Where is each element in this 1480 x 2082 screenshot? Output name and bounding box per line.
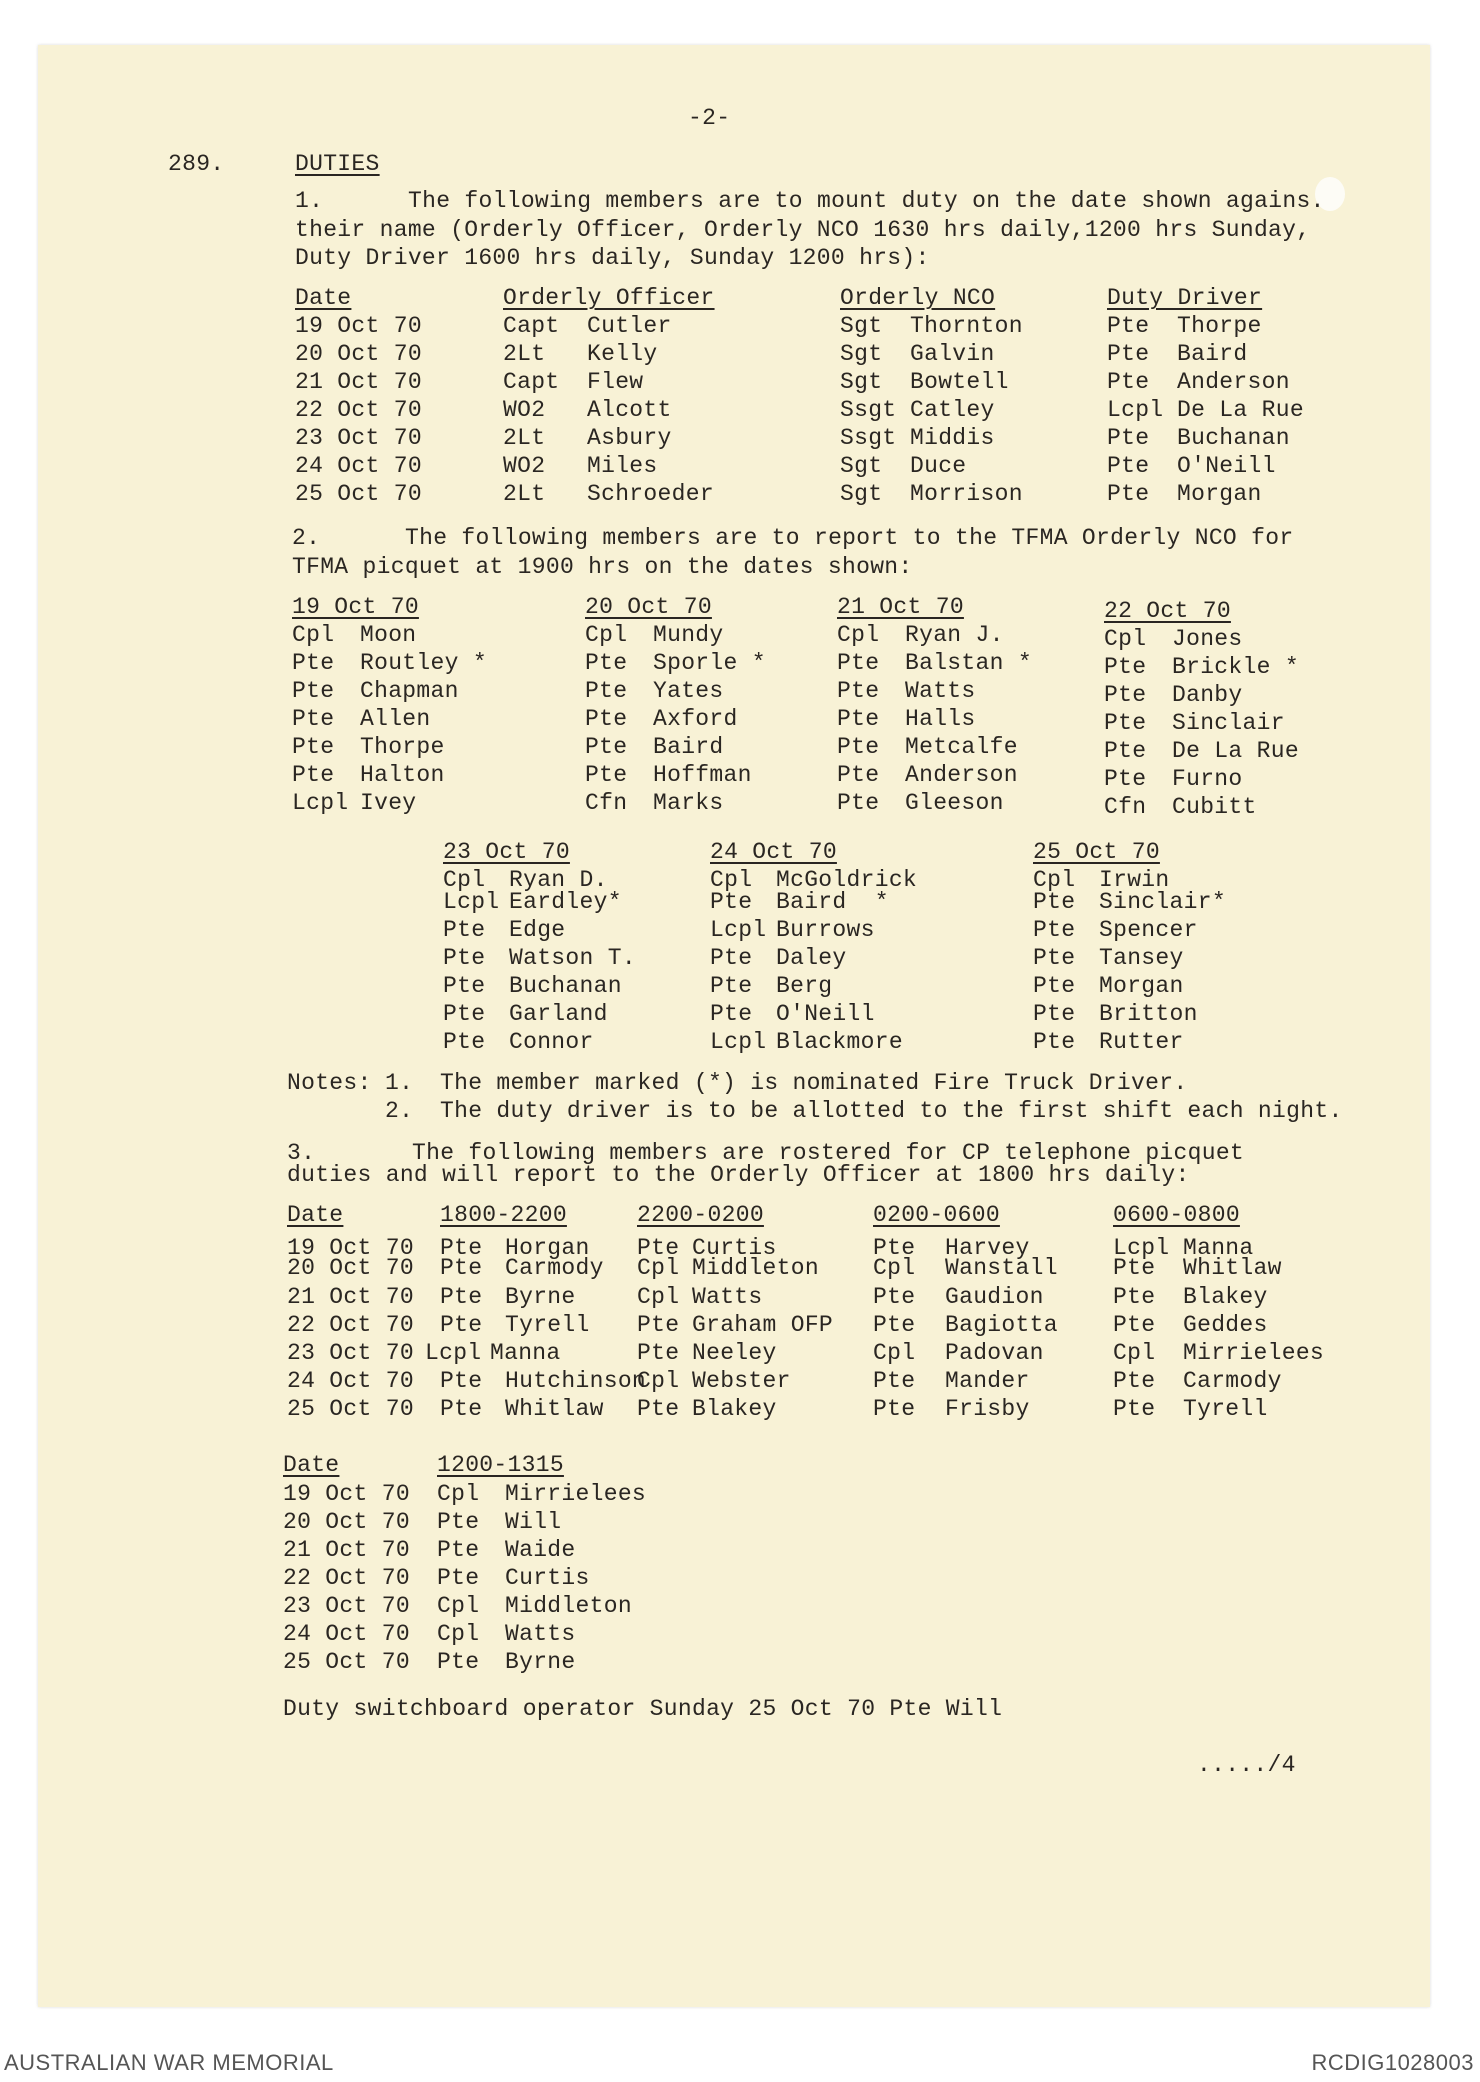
row-date: 22 Oct 70 bbox=[295, 397, 422, 423]
row-rank: Pte bbox=[437, 1537, 480, 1563]
member-name: Daley bbox=[776, 945, 847, 971]
member-rank: Pte bbox=[443, 917, 486, 943]
row-rank: Pte bbox=[1107, 341, 1150, 367]
para2-number: 2. bbox=[292, 525, 321, 551]
para2-line: TFMA picquet at 1900 hrs on the dates shown: bbox=[292, 554, 913, 580]
row-name: Tyrell bbox=[1183, 1396, 1268, 1422]
member-name: Axford bbox=[653, 706, 738, 732]
member-rank: Pte bbox=[710, 1001, 753, 1027]
row-rank: Pte bbox=[437, 1649, 480, 1675]
member-rank: Cfn bbox=[585, 790, 628, 816]
row-name: Gaudion bbox=[945, 1284, 1044, 1310]
member-rank: Cpl bbox=[443, 867, 486, 893]
row-date: 19 Oct 70 bbox=[287, 1235, 414, 1261]
row-rank: Pte bbox=[1107, 369, 1150, 395]
row-rank: Sgt bbox=[840, 341, 883, 367]
member-rank: Pte bbox=[443, 1029, 486, 1055]
member-name: Burrows bbox=[776, 917, 875, 943]
row-date: 24 Oct 70 bbox=[283, 1621, 410, 1647]
row-name: Baird bbox=[1177, 341, 1248, 367]
picquet-date: 25 Oct 70 bbox=[1033, 839, 1160, 865]
table-header: Date bbox=[295, 285, 352, 311]
row-name: Hutchinson bbox=[505, 1368, 647, 1394]
row-date: 24 Oct 70 bbox=[287, 1368, 414, 1394]
member-name: Sporle * bbox=[653, 650, 766, 676]
member-name: Halls bbox=[905, 706, 976, 732]
row-name: Byrne bbox=[505, 1649, 576, 1675]
row-name: Padovan bbox=[945, 1340, 1044, 1366]
member-name: Gleeson bbox=[905, 790, 1004, 816]
para3-number: 3. bbox=[287, 1140, 316, 1166]
row-rank: Pte bbox=[1107, 481, 1150, 507]
row-date: 21 Oct 70 bbox=[287, 1284, 414, 1310]
member-rank: Pte bbox=[1033, 945, 1076, 971]
row-date: 25 Oct 70 bbox=[287, 1396, 414, 1422]
member-rank: Pte bbox=[292, 650, 335, 676]
row-rank: Lcpl bbox=[1107, 397, 1164, 423]
row-name: Schroeder bbox=[587, 481, 714, 507]
member-name: Moon bbox=[360, 622, 417, 648]
row-date: 23 Oct 70 bbox=[295, 425, 422, 451]
member-name: Hoffman bbox=[653, 762, 752, 788]
row-name: Whitlaw bbox=[1183, 1255, 1282, 1281]
row-name: Mander bbox=[945, 1368, 1030, 1394]
member-rank: Cpl bbox=[1104, 626, 1147, 652]
picquet-date: 23 Oct 70 bbox=[443, 839, 570, 865]
row-name: Bowtell bbox=[910, 369, 1009, 395]
member-rank: Cpl bbox=[1033, 867, 1076, 893]
row-rank: Sgt bbox=[840, 453, 883, 479]
row-name: Middis bbox=[910, 425, 995, 451]
table-header: Orderly NCO bbox=[840, 285, 996, 311]
member-rank: Pte bbox=[710, 945, 753, 971]
row-name: Tyrell bbox=[505, 1312, 590, 1338]
row-rank: Pte bbox=[1113, 1255, 1156, 1281]
member-rank: Pte bbox=[443, 973, 486, 999]
member-name: Connor bbox=[509, 1029, 594, 1055]
picquet-date: 19 Oct 70 bbox=[292, 594, 419, 620]
row-rank: Pte bbox=[873, 1312, 916, 1338]
member-name: McGoldrick bbox=[776, 867, 918, 893]
member-name: Chapman bbox=[360, 678, 459, 704]
row-name: Geddes bbox=[1183, 1312, 1268, 1338]
member-name: Tansey bbox=[1099, 945, 1184, 971]
member-rank: Pte bbox=[710, 973, 753, 999]
row-rank: Pte bbox=[440, 1368, 483, 1394]
member-name: Rutter bbox=[1099, 1029, 1184, 1055]
row-rank: Lcpl bbox=[1113, 1235, 1170, 1261]
row-rank: WO2 bbox=[503, 397, 546, 423]
row-date: 23 Oct 70 bbox=[283, 1593, 410, 1619]
row-name: Bagiotta bbox=[945, 1312, 1058, 1338]
member-name: Anderson bbox=[905, 762, 1018, 788]
footer-record-id: RCDIG1028003 bbox=[1311, 2050, 1474, 2075]
row-name: Blakey bbox=[692, 1396, 777, 1422]
row-rank: Ssgt bbox=[840, 397, 897, 423]
member-rank: Pte bbox=[1033, 1029, 1076, 1055]
row-name: Morrison bbox=[910, 481, 1023, 507]
row-name: Alcott bbox=[587, 397, 672, 423]
member-rank: Pte bbox=[837, 678, 880, 704]
member-rank: Pte bbox=[837, 650, 880, 676]
row-rank: Pte bbox=[873, 1368, 916, 1394]
row-name: Kelly bbox=[587, 341, 658, 367]
row-name: Wanstall bbox=[945, 1255, 1058, 1281]
table-header: 0200-0600 bbox=[873, 1202, 1000, 1228]
row-rank: Ssgt bbox=[840, 425, 897, 451]
row-date: 23 Oct 70 bbox=[287, 1340, 414, 1366]
row-rank: 2Lt bbox=[503, 341, 546, 367]
member-rank: Lcpl bbox=[710, 917, 767, 943]
row-rank: Capt bbox=[503, 369, 560, 395]
member-rank: Pte bbox=[585, 706, 628, 732]
member-name: Ryan J. bbox=[905, 622, 1004, 648]
row-name: O'Neill bbox=[1177, 453, 1276, 479]
row-name: Waide bbox=[505, 1537, 576, 1563]
row-name: Curtis bbox=[692, 1235, 777, 1261]
row-rank: Cpl bbox=[437, 1621, 480, 1647]
row-date: 21 Oct 70 bbox=[283, 1537, 410, 1563]
row-rank: WO2 bbox=[503, 453, 546, 479]
row-rank: Pte bbox=[440, 1235, 483, 1261]
member-name: Danby bbox=[1172, 682, 1243, 708]
picquet-date: 20 Oct 70 bbox=[585, 594, 712, 620]
member-name: Halton bbox=[360, 762, 445, 788]
row-date: 25 Oct 70 bbox=[295, 481, 422, 507]
row-rank: Pte bbox=[440, 1284, 483, 1310]
member-name: Metcalfe bbox=[905, 734, 1018, 760]
table-header: Duty Driver bbox=[1107, 285, 1263, 311]
row-date: 25 Oct 70 bbox=[283, 1649, 410, 1675]
member-rank: Pte bbox=[837, 762, 880, 788]
row-name: Will bbox=[505, 1509, 562, 1535]
member-name: Balstan * bbox=[905, 650, 1032, 676]
member-name: Allen bbox=[360, 706, 431, 732]
member-rank: Pte bbox=[585, 678, 628, 704]
notes-label: Notes: bbox=[287, 1070, 372, 1096]
row-rank: Sgt bbox=[840, 481, 883, 507]
member-name: Furno bbox=[1172, 766, 1243, 792]
member-name: Yates bbox=[653, 678, 724, 704]
row-date: 19 Oct 70 bbox=[283, 1481, 410, 1507]
member-rank: Cpl bbox=[585, 622, 628, 648]
member-rank: Pte bbox=[1104, 738, 1147, 764]
row-name: Mirrielees bbox=[505, 1481, 647, 1507]
row-rank: Pte bbox=[437, 1565, 480, 1591]
row-name: Neeley bbox=[692, 1340, 777, 1366]
row-name: Galvin bbox=[910, 341, 995, 367]
row-date: 20 Oct 70 bbox=[295, 341, 422, 367]
member-rank: Pte bbox=[292, 678, 335, 704]
section-number: 289. bbox=[168, 151, 225, 177]
row-date: 20 Oct 70 bbox=[283, 1509, 410, 1535]
row-rank: Cpl bbox=[873, 1340, 916, 1366]
member-name: Baird bbox=[653, 734, 724, 760]
page-number: -2- bbox=[688, 105, 731, 131]
row-name: Curtis bbox=[505, 1565, 590, 1591]
row-rank: Pte bbox=[440, 1396, 483, 1422]
member-rank: Pte bbox=[292, 706, 335, 732]
member-rank: Pte bbox=[443, 945, 486, 971]
member-name: Watson T. bbox=[509, 945, 636, 971]
row-rank: Pte bbox=[637, 1396, 680, 1422]
row-name: Mirrielees bbox=[1183, 1340, 1325, 1366]
member-rank: Pte bbox=[292, 762, 335, 788]
row-rank: Pte bbox=[1113, 1284, 1156, 1310]
member-name: Thorpe bbox=[360, 734, 445, 760]
row-name: Frisby bbox=[945, 1396, 1030, 1422]
row-name: De La Rue bbox=[1177, 397, 1304, 423]
member-name: Buchanan bbox=[509, 973, 622, 999]
row-rank: Pte bbox=[440, 1312, 483, 1338]
member-rank: Pte bbox=[1104, 682, 1147, 708]
row-rank: Sgt bbox=[840, 313, 883, 339]
member-name: Cubitt bbox=[1172, 794, 1257, 820]
member-rank: Pte bbox=[1033, 917, 1076, 943]
row-rank: Cpl bbox=[1113, 1340, 1156, 1366]
table-header: 1800-2200 bbox=[440, 1202, 567, 1228]
row-name: Watts bbox=[505, 1621, 576, 1647]
row-name: Flew bbox=[587, 369, 644, 395]
row-rank: Cpl bbox=[437, 1481, 480, 1507]
member-name: Garland bbox=[509, 1001, 608, 1027]
member-rank: Pte bbox=[443, 1001, 486, 1027]
note-text: The duty driver is to be allotted to the first shift each night. bbox=[440, 1098, 1343, 1124]
member-name: Sinclair bbox=[1172, 710, 1285, 736]
row-name: Catley bbox=[910, 397, 995, 423]
row-name: Watts bbox=[692, 1284, 763, 1310]
row-name: Duce bbox=[910, 453, 967, 479]
note-text: The member marked (*) is nominated Fire Truck Driver. bbox=[440, 1070, 1188, 1096]
row-name: Blakey bbox=[1183, 1284, 1268, 1310]
row-name: Thornton bbox=[910, 313, 1023, 339]
row-rank: Cpl bbox=[637, 1284, 680, 1310]
member-rank: Pte bbox=[585, 762, 628, 788]
table-header: 1200-1315 bbox=[437, 1452, 564, 1478]
row-rank: Pte bbox=[873, 1396, 916, 1422]
member-rank: Pte bbox=[837, 790, 880, 816]
member-rank: Pte bbox=[1033, 973, 1076, 999]
row-rank: Pte bbox=[440, 1255, 483, 1281]
section-title: DUTIES bbox=[295, 151, 380, 177]
member-rank: Pte bbox=[1104, 710, 1147, 736]
member-name: Britton bbox=[1099, 1001, 1198, 1027]
member-name: Ivey bbox=[360, 790, 417, 816]
row-rank: Pte bbox=[437, 1509, 480, 1535]
member-rank: Pte bbox=[837, 734, 880, 760]
picquet-date: 24 Oct 70 bbox=[710, 839, 837, 865]
member-name: Eardley* bbox=[509, 889, 622, 915]
table-header: 0600-0800 bbox=[1113, 1202, 1240, 1228]
row-rank: Cpl bbox=[437, 1593, 480, 1619]
member-rank: Pte bbox=[292, 734, 335, 760]
row-rank: Pte bbox=[1113, 1312, 1156, 1338]
member-name: Sinclair* bbox=[1099, 889, 1226, 915]
table-header: Date bbox=[283, 1452, 340, 1478]
row-date: 24 Oct 70 bbox=[295, 453, 422, 479]
note-number: 1. bbox=[385, 1070, 414, 1096]
member-name: Morgan bbox=[1099, 973, 1184, 999]
table-header: 2200-0200 bbox=[637, 1202, 764, 1228]
member-name: Jones bbox=[1172, 626, 1243, 652]
member-name: Blackmore bbox=[776, 1029, 903, 1055]
row-name: Carmody bbox=[505, 1255, 604, 1281]
row-rank: Pte bbox=[1107, 453, 1150, 479]
member-name: Marks bbox=[653, 790, 724, 816]
continuation-marker: ...../4 bbox=[1197, 1752, 1296, 1778]
row-rank: Pte bbox=[1107, 313, 1150, 339]
para2-line: The following members are to report to the TFMA Orderly NCO for bbox=[405, 525, 1294, 551]
row-name: Horgan bbox=[505, 1235, 590, 1261]
row-name: Buchanan bbox=[1177, 425, 1290, 451]
row-name: Cutler bbox=[587, 313, 672, 339]
row-name: Middleton bbox=[505, 1593, 632, 1619]
row-rank: Pte bbox=[637, 1340, 680, 1366]
member-rank: Cpl bbox=[710, 867, 753, 893]
member-name: De La Rue bbox=[1172, 738, 1299, 764]
row-name: Byrne bbox=[505, 1284, 576, 1310]
table-header: Date bbox=[287, 1202, 344, 1228]
row-name: Carmody bbox=[1183, 1368, 1282, 1394]
member-name: Edge bbox=[509, 917, 566, 943]
row-name: Asbury bbox=[587, 425, 672, 451]
member-rank: Pte bbox=[1033, 889, 1076, 915]
member-name: Irwin bbox=[1099, 867, 1170, 893]
para1-number: 1. bbox=[295, 188, 324, 214]
para1-line: their name (Orderly Officer, Orderly NCO 1630 hrs daily,1200 hrs Sunday, bbox=[295, 217, 1311, 243]
member-name: O'Neill bbox=[776, 1001, 875, 1027]
table-header: Orderly Officer bbox=[503, 285, 715, 311]
para1-line: The following members are to mount duty on the date shown agains. bbox=[408, 188, 1325, 214]
member-rank: Pte bbox=[1104, 654, 1147, 680]
para3-line: The following members are rostered for CP telephone picquet bbox=[412, 1140, 1245, 1166]
row-name: Miles bbox=[587, 453, 658, 479]
row-rank: Pte bbox=[637, 1312, 680, 1338]
row-rank: Pte bbox=[873, 1284, 916, 1310]
member-name: Mundy bbox=[653, 622, 724, 648]
row-date: 22 Oct 70 bbox=[287, 1312, 414, 1338]
row-name: Manna bbox=[1183, 1235, 1254, 1261]
member-name: Berg bbox=[776, 973, 833, 999]
row-name: Manna bbox=[490, 1340, 561, 1366]
row-name: Thorpe bbox=[1177, 313, 1262, 339]
switchboard-note: Duty switchboard operator Sunday 25 Oct 70 Pte Will bbox=[283, 1696, 1003, 1722]
member-rank: Lcpl bbox=[292, 790, 349, 816]
member-rank: Lcpl bbox=[443, 889, 500, 915]
member-rank: Pte bbox=[585, 734, 628, 760]
row-name: Webster bbox=[692, 1368, 791, 1394]
para1-line: Duty Driver 1600 hrs daily, Sunday 1200 hrs): bbox=[295, 245, 930, 271]
member-name: Watts bbox=[905, 678, 976, 704]
row-date: 22 Oct 70 bbox=[283, 1565, 410, 1591]
row-rank: Pte bbox=[1107, 425, 1150, 451]
row-rank: Sgt bbox=[840, 369, 883, 395]
row-date: 21 Oct 70 bbox=[295, 369, 422, 395]
picquet-date: 21 Oct 70 bbox=[837, 594, 964, 620]
row-rank: Cpl bbox=[637, 1255, 680, 1281]
member-rank: Pte bbox=[1104, 766, 1147, 792]
row-rank: Pte bbox=[873, 1235, 916, 1261]
member-name: Ryan D. bbox=[509, 867, 608, 893]
row-rank: Pte bbox=[637, 1235, 680, 1261]
picquet-date: 22 Oct 70 bbox=[1104, 598, 1231, 624]
row-name: Whitlaw bbox=[505, 1396, 604, 1422]
row-rank: Pte bbox=[1113, 1396, 1156, 1422]
member-rank: Pte bbox=[710, 889, 753, 915]
member-rank: Lcpl bbox=[710, 1029, 767, 1055]
member-name: Routley * bbox=[360, 650, 487, 676]
row-rank: 2Lt bbox=[503, 481, 546, 507]
row-rank: Capt bbox=[503, 313, 560, 339]
member-rank: Pte bbox=[837, 706, 880, 732]
row-date: 20 Oct 70 bbox=[287, 1255, 414, 1281]
note-number: 2. bbox=[385, 1098, 414, 1124]
member-rank: Cpl bbox=[837, 622, 880, 648]
row-rank: Cpl bbox=[637, 1368, 680, 1394]
row-rank: Pte bbox=[1113, 1368, 1156, 1394]
row-rank: Lcpl bbox=[425, 1340, 482, 1366]
member-rank: Pte bbox=[1033, 1001, 1076, 1027]
row-name: Harvey bbox=[945, 1235, 1030, 1261]
para3-line: duties and will report to the Orderly Officer at 1800 hrs daily: bbox=[287, 1162, 1190, 1188]
member-rank: Pte bbox=[585, 650, 628, 676]
member-rank: Cfn bbox=[1104, 794, 1147, 820]
row-rank: Cpl bbox=[873, 1255, 916, 1281]
member-rank: Cpl bbox=[292, 622, 335, 648]
member-name: Brickle * bbox=[1172, 654, 1299, 680]
member-name: Spencer bbox=[1099, 917, 1198, 943]
row-name: Middleton bbox=[692, 1255, 819, 1281]
member-name: Baird * bbox=[776, 889, 889, 915]
row-name: Graham OFP bbox=[692, 1312, 834, 1338]
row-name: Anderson bbox=[1177, 369, 1290, 395]
row-name: Morgan bbox=[1177, 481, 1262, 507]
row-date: 19 Oct 70 bbox=[295, 313, 422, 339]
footer-archive-name: AUSTRALIAN WAR MEMORIAL bbox=[4, 2050, 334, 2075]
row-rank: 2Lt bbox=[503, 425, 546, 451]
